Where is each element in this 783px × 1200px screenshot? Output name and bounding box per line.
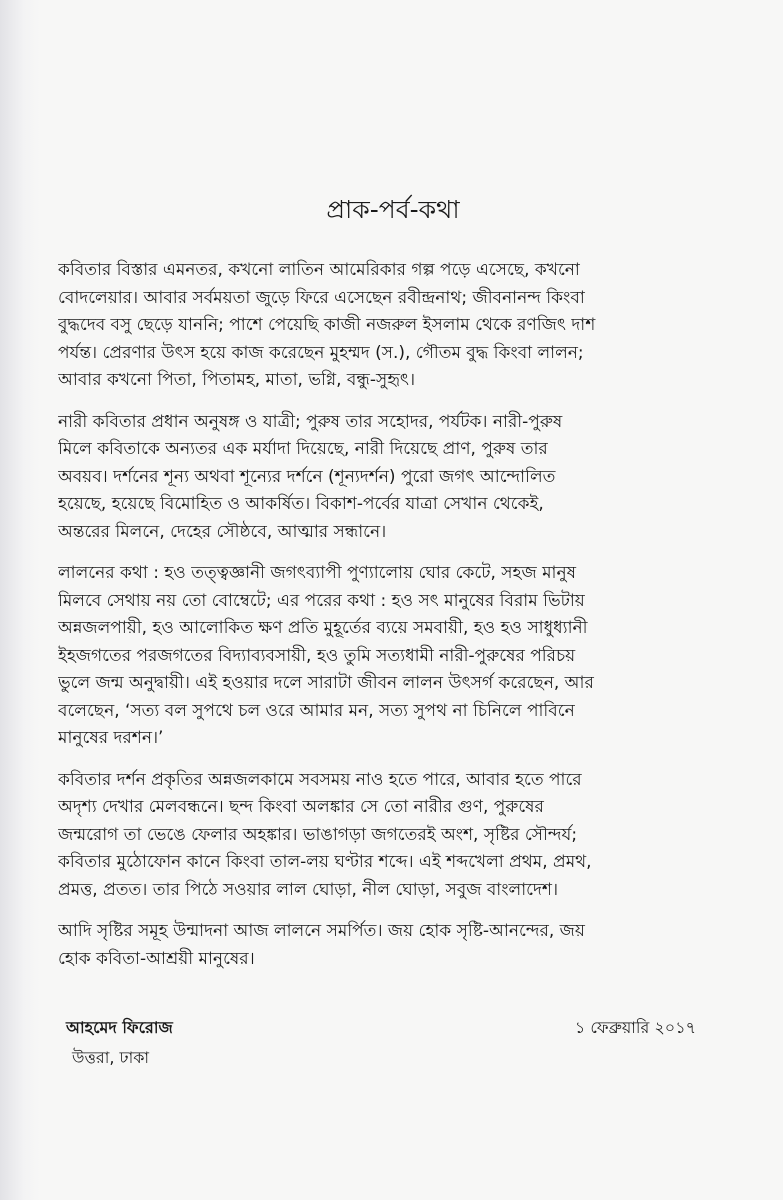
text-line: হয়েছে, হয়েছে বিমোহিত ও আকর্ষিত। বিকাশ-পর্বের যাত্রা সেখান থেকেই, [58,494,544,514]
text-line: অন্নজলপায়ী, হও আলোকিত ক্ষণ প্রতি মুহূর্তের ব্যয়ে সমবায়ী, হও হও সাধুধ্যানী [58,618,588,638]
text-line: প্রমত্ত, প্রতত। তার পিঠে সওয়ার লাল ঘোড়া, নীল ঘোড়া, সবুজ বাংলাদেশ। [58,879,559,900]
text-line: মিলে কবিতাকে অন্যতর এক মর্যাদা দিয়েছে, নারী দিয়েছে প্রাণ, পুরুষ তার [58,439,548,459]
paragraph-5 [58,918,698,973]
paragraph-2 [58,409,698,547]
signature-block [66,1013,696,1073]
text-line: অবয়ব। দর্শনের শূন্য অথবা শূন্যের দর্শনে (শূন্যদর্শন) পুরো জগৎ আন্দোলিত [58,466,556,487]
page-title: প্রাক-পর্ব-কথা [326,195,460,224]
text-line: আবার কখনো পিতা, পিতামহ, মাতা, ভগ্নি, বন্ধু-সুহৃৎ। [58,370,416,390]
text-line: মানুষের দরশন।’ [58,728,164,748]
text-line: কবিতার বিস্তার এমনতর, কখনো লাতিন আমেরিকার গল্প পড়ে এসেছে, কখনো [58,260,580,280]
text-line: ভুলে জন্ম অনুদ্বায়ী। এই হওয়ার দলে সারাটা জীবন লালন উৎসর্গ করেছেন, আর [58,673,594,693]
text-line: বলেছেন, ‘সত্য বল সুপথে চল ওরে আমার মন, সত্য সুপথ না চিনিলে পাবিনে [58,700,575,721]
text-line: হোক কবিতা-আশ্রয়ী মানুষের। [58,948,255,969]
text-line: কবিতার দর্শন প্রকৃতির অন্নজলকামে সবসময় নাও হতে পারে, আবার হতে পারে [58,769,582,790]
text-line: কবিতার মুঠোফোন কানে কিংবা তাল-লয় ঘণ্টার শব্দে। এই শব্দখেলা প্রথম, প্রমথ, [58,852,592,872]
preface-page [58,190,698,987]
text-line: মিলবে সেথায় নয় তো বোম্বেটে; এর পরের কথা : হও সৎ মানুষের বিরাম ভিটায় [58,590,585,611]
text-line: অন্তরের মিলনে, দেহের সৌষ্ঠবে, আত্মার সন্ধানে। [58,521,387,542]
author-name: আহমেদ ফিরোজ [66,1018,173,1037]
text-line: লালনের কথা : হও তত্ত্বজ্ঞানী জগৎব্যাপী পুণ্যালোয় ঘোর কেটে, সহজ মানুষ [58,563,576,583]
text-line: বুদ্ধদেব বসু ছেড়ে যাননি; পাশে পেয়েছি কাজী নজরুল ইসলাম থেকে রণজিৎ দাশ [58,315,596,335]
text-line: বোদলেয়ার। আবার সর্বময়তা জুড়ে ফিরে এসেছেন রবীন্দ্রনাথ; জীবনানন্দ কিংবা [58,287,585,308]
text-line: আদি সৃষ্টির সমূহ উন্মাদনা আজ লালনে সমর্পিত। জয় হোক সৃষ্টি-আনন্দের, জয় [58,921,585,941]
page-gutter-shadow [0,0,40,1200]
paragraph-1 [58,257,698,395]
paragraph-3 [58,560,698,753]
text-line: পর্যন্ত। প্রেরণার উৎস হয়ে কাজ করেছেন মুহম্মদ (স.), গৌতম বুদ্ধ কিংবা লালন; [58,342,584,363]
text-line: অদৃশ্য দেখার মেলবন্ধনে। ছন্দ কিংবা অলঙ্কার সে তো নারীর গুণ, পুরুষের [58,797,544,817]
author-place: উত্তরা, ঢাকা [72,1048,150,1067]
text-line: ইহজগতের পরজগতের বিদ্যাব্যবসায়ী, হও তুমি সত্যধামী নারী-পুরুষের পরিচয় [58,645,576,666]
paragraph-4 [58,767,698,905]
preface-date: ১ ফেব্রুয়ারি ২০১৭ [574,1018,696,1037]
text-line: নারী কবিতার প্রধান অনুষঙ্গ ও যাত্রী; পুরুষ তার সহোদর, পর্যটক। নারী-পুরুষ [58,411,563,432]
text-line: জন্মরোগ তা ভেঙে ফেলার অহঙ্কার। ভাঙাগড়া জগতেরই অংশ, সৃষ্টির সৌন্দর্য; [58,824,578,845]
